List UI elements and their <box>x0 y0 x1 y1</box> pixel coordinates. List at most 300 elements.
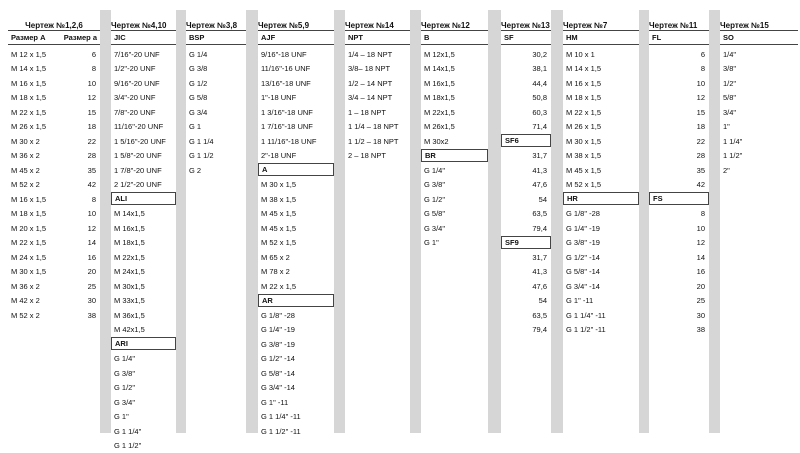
table-row <box>501 221 551 235</box>
table-row <box>345 134 410 148</box>
table-row <box>563 236 639 250</box>
table-row <box>186 91 246 105</box>
table-row <box>501 207 551 221</box>
table-row <box>563 47 639 61</box>
table-row <box>501 265 551 279</box>
table-row <box>258 207 334 221</box>
dimension-value: 20 <box>696 281 705 291</box>
column-separator <box>176 10 186 433</box>
table-row <box>421 221 488 235</box>
dimension-value: 6 <box>91 49 96 59</box>
column-separator <box>709 10 720 433</box>
table-row <box>111 134 176 148</box>
dimension-value: 44,4 <box>532 78 547 88</box>
section-label <box>111 192 176 205</box>
table-column <box>186 0 246 433</box>
size-value: FS <box>653 194 663 203</box>
table-row <box>258 62 334 76</box>
size-value: G 3/8" -19 <box>261 339 295 349</box>
size-value: G 1/4" <box>424 165 446 175</box>
size-value: 7/8"-20 UNF <box>114 107 156 117</box>
table-row <box>258 279 334 293</box>
size-value: G 1/4" -19 <box>566 223 600 233</box>
table-row <box>186 149 246 163</box>
size-value: SF9 <box>505 237 519 247</box>
dimension-value: 22 <box>696 136 705 146</box>
size-value: G 1 <box>189 122 202 131</box>
dimension-value: 35 <box>87 165 96 175</box>
size-value: G 2 <box>189 165 202 175</box>
dimension-value: 31,7 <box>532 151 547 160</box>
subheader-label: FL <box>652 33 662 42</box>
size-value: M 52 x 1,5 <box>261 238 297 247</box>
size-value: 1 1/4" <box>723 136 743 146</box>
dimension-value: 30 <box>87 296 96 305</box>
size-value: M 26x1,5 <box>424 122 455 131</box>
column-subheader <box>421 30 488 45</box>
table-row <box>501 163 551 177</box>
table-row <box>111 352 176 366</box>
column-header: Чертеж №15 <box>720 21 769 30</box>
subheader-label: BSP <box>189 33 205 42</box>
size-value: M 45 x 1,5 <box>261 209 297 218</box>
size-value: 1" <box>723 122 730 131</box>
table-row <box>563 149 639 163</box>
table-row <box>421 134 488 148</box>
size-value: M 20 x 1,5 <box>11 223 47 233</box>
size-value: 1 11/16"-18 UNF <box>261 136 317 146</box>
size-value: ALI <box>115 194 128 203</box>
table-row <box>720 105 798 119</box>
table-row <box>563 207 639 221</box>
size-value: G 5/8" -14 <box>566 267 600 276</box>
subheader-label: Размер A <box>11 33 46 42</box>
table-row <box>258 47 334 61</box>
table-row <box>111 410 176 424</box>
table-column <box>111 0 176 450</box>
size-value: M 16 x 1,5 <box>11 78 47 88</box>
size-value: G 1 1/2" <box>114 441 142 450</box>
size-value: M 30x1,5 <box>114 281 145 291</box>
size-value: M 45 x 2 <box>11 165 40 175</box>
table-row <box>563 163 639 177</box>
size-value: M 18x1,5 <box>114 238 145 247</box>
size-value: M 12 x 1,5 <box>11 49 47 59</box>
dimension-value: 12 <box>696 238 705 247</box>
table-row <box>649 62 709 76</box>
table-row <box>649 178 709 192</box>
size-value: M 16x1,5 <box>114 223 145 233</box>
size-value: 1 – 18 NPT <box>348 107 386 117</box>
table-row <box>720 62 798 76</box>
size-value: 2"-18 UNF <box>261 151 297 160</box>
column-header: Чертеж №13 <box>501 21 550 30</box>
table-row <box>258 323 334 337</box>
table-row <box>111 221 176 235</box>
size-value: 1 7/16"-18 UNF <box>261 122 313 131</box>
size-value: M 52 x 2 <box>11 180 40 189</box>
table-row <box>649 134 709 148</box>
table-row <box>720 134 798 148</box>
size-value: ARI <box>115 339 128 348</box>
dimension-value: 25 <box>87 281 96 291</box>
table-row <box>421 76 488 90</box>
table-column <box>258 0 334 436</box>
table-row <box>421 178 488 192</box>
table-row <box>563 62 639 76</box>
size-value: M 18 x 1,5 <box>11 93 47 102</box>
size-value: M 22 x 1,5 <box>566 107 602 117</box>
table-row <box>111 207 176 221</box>
table-row <box>111 236 176 250</box>
table-row <box>8 250 100 264</box>
table-row <box>345 120 410 134</box>
size-value: 3/4" <box>723 107 737 117</box>
size-value: G 1/2 <box>189 78 208 88</box>
dimension-value: 18 <box>696 122 705 131</box>
table-row <box>258 221 334 235</box>
dimension-value: 10 <box>87 78 96 88</box>
dimension-value: 16 <box>696 267 705 276</box>
dimension-value: 47,6 <box>532 281 547 291</box>
dimension-value: 8 <box>91 194 96 204</box>
size-value: 11/16"-20 UNF <box>114 122 164 131</box>
dimension-value: 71,4 <box>532 122 547 131</box>
size-value: 3/8" <box>723 64 737 73</box>
size-value: M 24 x 1,5 <box>11 252 47 262</box>
table-row <box>186 134 246 148</box>
dimension-value: 54 <box>538 194 547 204</box>
size-value: HR <box>567 194 578 203</box>
size-value: M 30 x 1,5 <box>11 267 47 276</box>
table-row <box>563 134 639 148</box>
table-row <box>8 62 100 76</box>
subheader-label: HM <box>566 33 578 42</box>
column-separator <box>551 10 563 433</box>
size-value: 9/16"-20 UNF <box>114 78 160 88</box>
section-label <box>421 149 488 162</box>
size-value: 1 5/16"-20 UNF <box>114 136 166 146</box>
dimension-value: 15 <box>696 107 705 117</box>
size-value: G 1/8" -28 <box>261 310 295 320</box>
column-header: Чертеж №4,10 <box>111 21 167 30</box>
size-value: M 16x1,5 <box>424 78 455 88</box>
size-value: M 22x1,5 <box>114 252 145 262</box>
table-row <box>8 279 100 293</box>
size-value: M 10 x 1 <box>566 49 595 59</box>
table-row <box>501 120 551 134</box>
dimension-value: 15 <box>87 107 96 117</box>
table-row <box>258 424 334 438</box>
table-row <box>501 47 551 61</box>
column-subheader <box>720 30 798 45</box>
table-row <box>563 178 639 192</box>
table-row <box>421 91 488 105</box>
column-separator <box>100 10 111 433</box>
size-value: M 30 x 2 <box>11 136 40 146</box>
size-value: 1 7/8"-20 UNF <box>114 165 162 175</box>
dimension-value: 6 <box>700 49 705 59</box>
table-row <box>501 250 551 264</box>
table-row <box>186 62 246 76</box>
table-row <box>720 149 798 163</box>
table-row <box>501 294 551 308</box>
section-label <box>649 192 709 205</box>
table-row <box>501 76 551 90</box>
table-row <box>563 294 639 308</box>
table-row <box>258 410 334 424</box>
dimension-value: 31,7 <box>532 252 547 262</box>
size-value: M 14 x 1,5 <box>566 64 602 73</box>
table-row <box>258 149 334 163</box>
table-row <box>111 294 176 308</box>
table-row <box>649 323 709 337</box>
size-value: G 1 1/4" <box>114 426 142 436</box>
column-header: Чертеж №1,2,6 <box>25 21 83 30</box>
column-subheader <box>501 30 551 45</box>
table-row <box>649 221 709 235</box>
table-row <box>8 149 100 163</box>
size-value: G 1/2" <box>424 194 446 204</box>
dimension-value: 42 <box>87 180 96 189</box>
table-row <box>111 62 176 76</box>
size-value: G 1" <box>424 238 439 247</box>
size-value: 3/4"-20 UNF <box>114 93 156 102</box>
table-row <box>563 279 639 293</box>
size-value: G 3/8" <box>424 180 446 189</box>
dimension-value: 28 <box>87 151 96 160</box>
table-row <box>501 91 551 105</box>
table-row <box>111 308 176 322</box>
size-value: M 12x1,5 <box>424 49 455 59</box>
dimension-value: 8 <box>91 64 96 73</box>
size-value: G 1/4 <box>189 49 208 59</box>
size-value: M 14x1,5 <box>114 209 145 218</box>
table-row <box>111 424 176 438</box>
size-value: M 26 x 1,5 <box>566 122 602 131</box>
table-row <box>421 236 488 250</box>
dimension-value: 30 <box>696 310 705 320</box>
table-row <box>649 149 709 163</box>
size-value: SF6 <box>505 136 519 145</box>
size-value: G 3/8 <box>189 64 208 73</box>
table-row <box>111 395 176 409</box>
size-value: G 5/8 <box>189 93 208 102</box>
table-row <box>258 76 334 90</box>
table-row <box>8 265 100 279</box>
dimension-value: 10 <box>87 209 96 218</box>
size-value: M 65 x 2 <box>261 252 290 262</box>
size-value: M 18 x 1,5 <box>566 93 602 102</box>
table-row <box>8 47 100 61</box>
size-value: 11/16"-16 UNF <box>261 64 311 73</box>
section-label <box>258 163 334 176</box>
column-subheader <box>345 30 410 45</box>
table-column <box>345 0 410 433</box>
section-label <box>563 192 639 205</box>
dimension-value: 38 <box>696 325 705 334</box>
size-value: M 30 x 1,5 <box>261 180 297 189</box>
table-row <box>563 221 639 235</box>
table-row <box>563 265 639 279</box>
table-row <box>8 120 100 134</box>
size-value: M 45 x 1,5 <box>566 165 602 175</box>
subheader-label: NPT <box>348 33 363 42</box>
table-row <box>649 207 709 221</box>
table-row <box>501 105 551 119</box>
table-row <box>258 105 334 119</box>
table-row <box>720 47 798 61</box>
subheader-label: JIC <box>114 33 126 42</box>
table-row <box>258 308 334 322</box>
size-value: 13/16"-18 UNF <box>261 78 311 88</box>
dimension-value: 8 <box>700 209 705 218</box>
dimension-value: 16 <box>87 252 96 262</box>
size-value: G 3/8" <box>114 368 136 378</box>
size-value: 1 1/4 – 18 NPT <box>348 122 399 131</box>
table-column <box>8 0 100 433</box>
size-value: 2 – 18 NPT <box>348 151 386 160</box>
table-row <box>258 395 334 409</box>
table-row <box>421 47 488 61</box>
dimension-value: 41,3 <box>532 165 547 175</box>
size-value: M 36 x 2 <box>11 281 40 291</box>
table-row <box>421 207 488 221</box>
table-row <box>563 105 639 119</box>
subheader-label: SO <box>723 33 734 42</box>
dimension-value: 30,2 <box>532 49 547 59</box>
size-value: G 1 1/4" -11 <box>261 412 301 421</box>
size-value: M 14x1,5 <box>424 64 455 73</box>
size-value: 1/2 – 14 NPT <box>348 78 393 88</box>
table-row <box>258 250 334 264</box>
dimension-value: 14 <box>696 252 705 262</box>
table-row <box>186 105 246 119</box>
table-row <box>649 236 709 250</box>
size-value: G 1/4" <box>114 354 136 363</box>
size-value: 1 5/8"-20 UNF <box>114 151 162 160</box>
dimension-value: 14 <box>87 238 96 247</box>
table-row <box>649 163 709 177</box>
size-value: M 45 x 1,5 <box>261 223 297 233</box>
table-row <box>421 120 488 134</box>
size-value: 1"-18 UNF <box>261 93 297 102</box>
dimension-value: 42 <box>696 180 705 189</box>
table-row <box>345 149 410 163</box>
table-row <box>8 91 100 105</box>
column-separator <box>410 10 421 433</box>
table-row <box>501 323 551 337</box>
table-row <box>8 207 100 221</box>
size-value: M 38 x 1,5 <box>261 194 297 204</box>
table-row <box>563 250 639 264</box>
table-row <box>258 236 334 250</box>
table-row <box>649 91 709 105</box>
table-row <box>501 62 551 76</box>
column-separator <box>246 10 258 433</box>
table-row <box>421 163 488 177</box>
size-value: M 16 x 1,5 <box>11 194 47 204</box>
table-row <box>186 47 246 61</box>
table-row <box>501 279 551 293</box>
dimension-value: 20 <box>87 267 96 276</box>
table-row <box>8 76 100 90</box>
size-value: G 5/8" <box>424 209 446 218</box>
table-row <box>649 250 709 264</box>
table-row <box>258 192 334 206</box>
dimension-value: 18 <box>87 122 96 131</box>
table-row <box>649 47 709 61</box>
table-row <box>720 163 798 177</box>
table-row <box>111 149 176 163</box>
table-row <box>111 91 176 105</box>
table-column <box>649 0 709 433</box>
size-value: G 1" -11 <box>566 296 594 305</box>
size-value: G 1/2" <box>114 383 136 392</box>
table-row <box>8 178 100 192</box>
column-header: Чертеж №7 <box>563 21 608 30</box>
size-value: G 3/4" <box>424 223 446 233</box>
dimension-value: 10 <box>696 223 705 233</box>
table-row <box>8 221 100 235</box>
size-value: M 14 x 1,5 <box>11 64 47 73</box>
table-row <box>8 192 100 206</box>
table-row <box>345 76 410 90</box>
table-row <box>111 265 176 279</box>
size-value: M 18x1,5 <box>424 93 455 102</box>
size-value: M 36x1,5 <box>114 310 145 320</box>
size-value: G 3/4 <box>189 107 208 117</box>
size-value: 2" <box>723 165 730 175</box>
table-row <box>345 62 410 76</box>
size-value: 7/16"-20 UNF <box>114 49 160 59</box>
dimension-value: 79,4 <box>532 223 547 233</box>
size-value: 3/4 – 14 NPT <box>348 93 393 102</box>
table-row <box>8 105 100 119</box>
size-value: G 1/2" -14 <box>566 252 600 262</box>
size-value: G 5/8" -14 <box>261 368 295 378</box>
size-value: G 1/2" -14 <box>261 354 295 363</box>
dimension-value: 35 <box>696 165 705 175</box>
column-header: Чертеж №3,8 <box>186 21 238 30</box>
dimension-value: 10 <box>696 78 705 88</box>
table-row <box>421 62 488 76</box>
table-row <box>501 178 551 192</box>
dimension-value: 38 <box>87 310 96 320</box>
size-value: M 24x1,5 <box>114 267 145 276</box>
size-value: 1 1/2" <box>723 151 743 160</box>
table-row <box>720 120 798 134</box>
table-row <box>8 134 100 148</box>
column-header: Чертеж №11 <box>649 21 698 30</box>
dimension-value: 41,3 <box>532 267 547 276</box>
subheader-label: SF <box>504 33 514 42</box>
table-row <box>258 352 334 366</box>
size-value: M 30x2 <box>424 136 449 146</box>
table-row <box>649 294 709 308</box>
section-label <box>501 236 551 249</box>
column-header: Чертеж №12 <box>421 21 470 30</box>
table-column <box>421 0 488 433</box>
size-value: G 3/4" <box>114 397 136 407</box>
table-row <box>345 91 410 105</box>
table-row <box>186 163 246 177</box>
dimension-value: 12 <box>696 93 705 102</box>
size-value: M 78 x 2 <box>261 267 290 276</box>
size-value: M 22 x 1,5 <box>11 238 47 247</box>
size-value: M 36 x 2 <box>11 151 40 160</box>
table-row <box>421 105 488 119</box>
